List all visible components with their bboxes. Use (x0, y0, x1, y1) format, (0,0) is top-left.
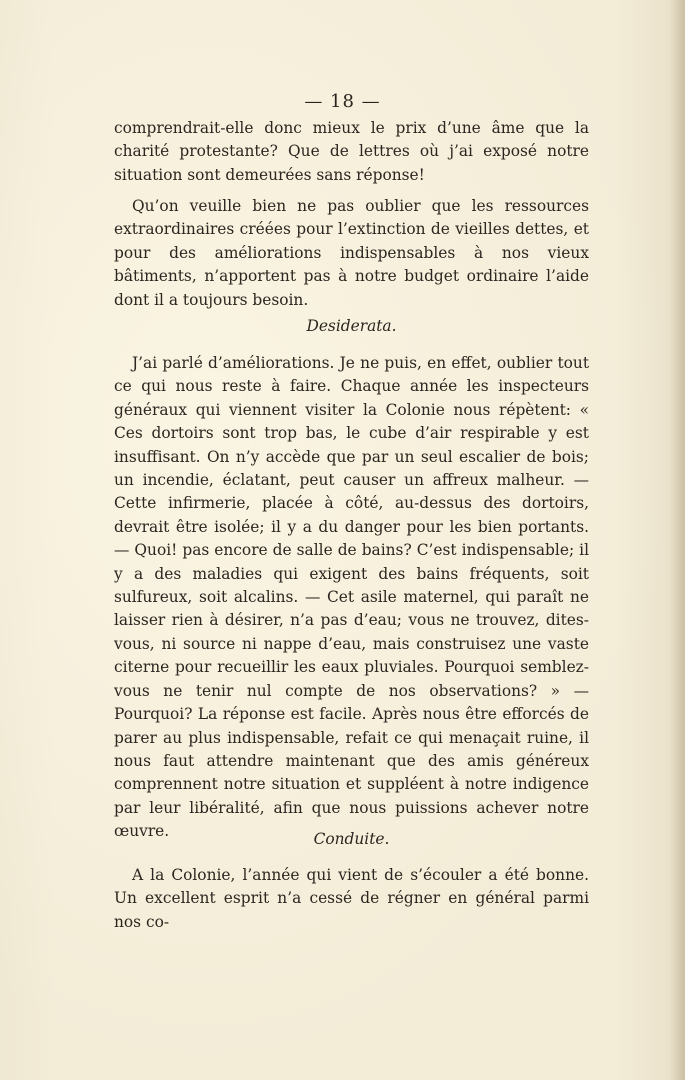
section-heading-desiderata: Desiderata. (306, 317, 397, 335)
paragraph-continuation (114, 117, 589, 187)
paragraph-resources (114, 195, 589, 312)
page-number: — 18 — (304, 91, 381, 112)
section-heading-conduite: Conduite. (313, 830, 390, 848)
paragraph-text: comprendrait-elle donc mieux le prix d’une âme que la charité protestante? Que de lettres où j’ai exposé notre situation sont demeurées sans réponse! (114, 119, 589, 184)
paragraph-ameliorations (114, 352, 589, 844)
paragraph-colonie (114, 864, 589, 934)
paragraph-text: J’ai parlé d’améliorations. Je ne puis, en effet, oublier tout ce qui nous reste à faire. Chaque année les inspecteurs généraux qui viennent visiter la Colonie nous répètent: « Ces dortoirs sont trop bas, le cube d’air respirable y est insuffisant. On n’y accède que par un seul escalier de bois; un incendie, éclatant, peut causer un affreux malheur. — Cette infirmerie, placée à côté, au-dessus des dortoirs, devrait être isolée; il y a du danger pour les bien portants. — Quoi! pas encore de salle de bains? C’est indispensable; il y a des maladies qui exigent des bains fréquents, soit sulfureux, soit alcalins. — Cet asile maternel, qui paraît ne laisser rien à désirer, n’a pas d’eau; vous ne trouvez, dites-vous, ni source ni nappe d’eau, mais construisez une vaste citerne pour recueillir les eaux pluviales. Pourquoi semblez-vous ne tenir nul compte de nos observations? » — Pourquoi? La réponse est facile. Après nous être efforcés de parer au plus indispensable, refait ce qui menaçait ruine, il nous faut attendre maintenant que des amis généreux comprennent notre situation et suppléent à notre indigence par leur libéralité, afin que nous puissions achever notre œuvre. (114, 354, 589, 841)
paragraph-text: A la Colonie, l’année qui vient de s’écouler a été bonne. Un excellent esprit n’a cessé de régner en général parmi nos co- (114, 866, 589, 931)
page-edge-shadow (669, 0, 685, 1080)
paragraph-text: Qu’on veuille bien ne pas oublier que les ressources extraordinaires créées pour l’extinction de vieilles dettes, et pour des améliorations indispensables à nos vieux bâtiments, n’apportent pas à notre budget ordinaire l’aide dont il a toujours besoin. (114, 197, 589, 309)
